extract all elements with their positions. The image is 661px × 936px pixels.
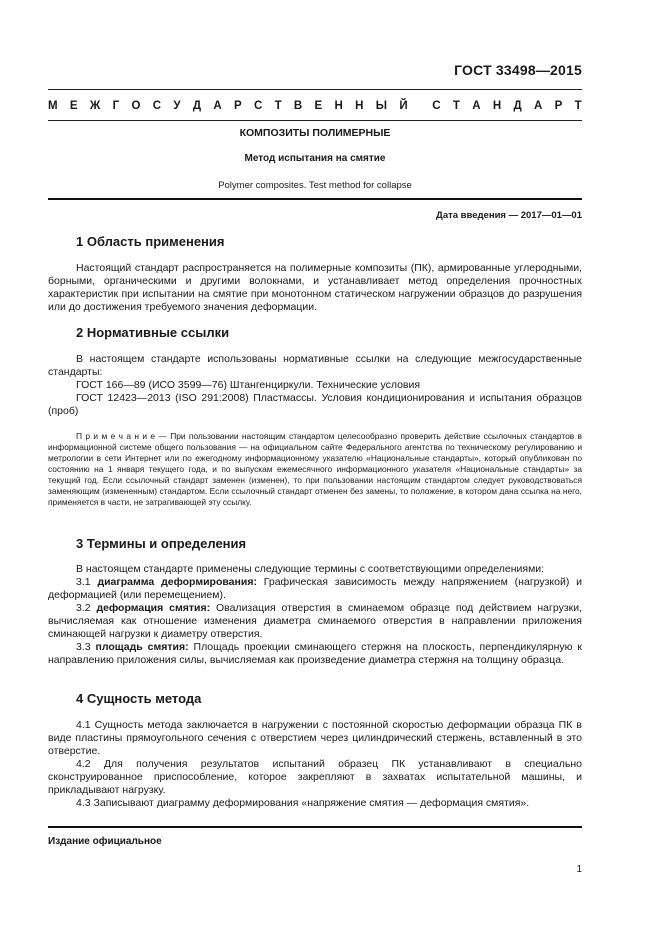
- banner-letter: Ы: [375, 100, 388, 112]
- page-number: 1: [576, 864, 582, 875]
- section-3-heading: 3 Термины и определения: [76, 536, 247, 551]
- term-3-1: [48, 576, 582, 602]
- introduction-date: Дата введения — 2017—01—01: [436, 210, 582, 221]
- clause-4-2: 4.2 Для получения результатов испытаний образец ПК устанавливают в специально сконструированное приспособление, которое закрепляют в захватах испытательной машины, и прикладывают нагрузку.: [48, 758, 582, 796]
- term-definition: Площадь проекции сминающего стержня на плоскость, перпендикулярную к направлению приложения силы, вычисляемая как произведение диаметра стержня на толщину образца.: [48, 641, 583, 666]
- banner-letter: Р: [554, 100, 563, 112]
- banner-letter: О: [131, 100, 141, 112]
- term-definition: Овализация отверстия в сминаемом образце под действием нагрузки, вычисляемая как отношение изменения диаметра сминаемого отверстия в направлении приложения сминающей нагрузки к диаметру отверстия.: [48, 602, 583, 640]
- banner-letter: Т: [452, 100, 460, 112]
- banner-letter: Д: [513, 100, 522, 112]
- banner-letter: Д: [192, 100, 202, 112]
- section-1-heading: 1 Область применения: [76, 234, 225, 249]
- interstate-standard-banner: [48, 100, 582, 112]
- banner-letter: Р: [233, 100, 242, 112]
- document-title: КОМПОЗИТЫ ПОЛИМЕРНЫЕ: [239, 127, 391, 139]
- reference-gost-12423: ГОСТ 12423—2013 (ISO 291:2008) Пластмассы. Условия кондиционирования и испытания образцов (проб): [48, 392, 582, 417]
- term-name: площадь смятия:: [95, 641, 189, 653]
- note-label: П р и м е ч а н и е —: [76, 431, 167, 441]
- banner-letter: Т: [574, 100, 582, 112]
- banner-letter: Ж: [89, 100, 101, 112]
- term-definition: Графическая зависимость между напряжением (нагрузкой) и деформацией (или перемещением).: [48, 576, 583, 601]
- header-rule: [48, 89, 582, 90]
- term-3-3: [48, 641, 582, 667]
- banner-rule: [48, 120, 582, 121]
- official-edition-label: Издание официальное: [48, 836, 162, 847]
- banner-letter: Г: [112, 100, 120, 112]
- section-1-text: Настоящий стандарт распространяется на полимерные композиты (ПК), армированные углеродными, борными, органическими и другими волокнами, и устанавливает метод определения прочностных характеристик при испытании на смятие при монотонном статическом нагружении образцов до разрушения или до достижения требуемого значения деформации.: [48, 262, 582, 313]
- banner-letter: Т: [274, 100, 282, 112]
- term-name: деформация смятия:: [96, 602, 211, 614]
- banner-letter: М: [48, 100, 58, 112]
- banner-letter: У: [173, 100, 181, 112]
- term-name: диаграмма деформирования:: [97, 576, 257, 588]
- section-2-intro: В настоящем стандарте использованы нормативные ссылки на следующие межгосударственные стандарты:: [48, 353, 582, 378]
- banner-letter: А: [472, 100, 481, 112]
- section-4-heading: 4 Сущность метода: [76, 691, 202, 706]
- banner-letter: С: [152, 100, 162, 112]
- english-title: Polymer composites. Test method for collapse: [218, 180, 412, 191]
- banner-letter: Е: [314, 100, 323, 112]
- banner-letter: Й: [399, 100, 408, 112]
- term-number: 3.3: [76, 641, 91, 653]
- banner-letter: С: [432, 100, 441, 112]
- banner-letter: А: [213, 100, 222, 112]
- method-title: Метод испытания на смятие: [244, 153, 386, 164]
- title-rule: [48, 198, 582, 200]
- term-3-2: [48, 602, 582, 641]
- clause-4-1: 4.1 Сущность метода заключается в нагружении с постоянной скоростью деформации образца ПК в виде пластины прямоугольного сечения с отверстием через цилиндрический стержень, вставленный в это отверстие.: [48, 719, 582, 757]
- banner-letter: Н: [355, 100, 364, 112]
- banner-letter: Н: [334, 100, 343, 112]
- banner-letter: А: [533, 100, 543, 112]
- term-number: 3.2: [76, 602, 91, 614]
- term-number: 3.1: [76, 576, 91, 588]
- standard-number: ГОСТ 33498—2015: [454, 62, 582, 78]
- banner-letter: В: [293, 100, 303, 112]
- section-3-intro: В настоящем стандарте применены следующие термины с соответствующими определениями:: [76, 563, 545, 575]
- footer-rule: [48, 826, 582, 828]
- section-2-heading: 2 Нормативные ссылки: [76, 325, 230, 340]
- reference-gost-166: ГОСТ 166—89 (ИСО 3599—76) Штангенциркули. Технические условия: [76, 379, 421, 391]
- banner-letter: Н: [492, 100, 502, 112]
- clause-4-3: 4.3 Записывают диаграмму деформирования «напряжение смятия — деформация смятия».: [76, 797, 530, 809]
- section-2-note: [48, 431, 582, 508]
- banner-letter: Е: [69, 100, 78, 112]
- banner-letter: С: [253, 100, 263, 112]
- note-text: При пользовании настоящим стандартом целесообразно проверить действие ссылочных стандартов в информационной системе общего пользования — на официальном сайте Федерального агентства по техническому регулированию и метрологии в сети Интернет или по ежегодному информационному указателю «Национальные стандарты», который опубликован по состоянию на 1 января текущего года, и по выпускам ежемесячного информационного указателя «Национальные стандарты» за текущий год. Если ссылочный стандарт заменен (изменен), то при пользовании настоящим стандартом следует руководствоваться заменяющим (измененным) стандартом. Если ссылочный стандарт отменен без замены, то положение, в котором дана ссылка на него, применяется в части, не затрагивающей эту ссылку.: [48, 431, 582, 507]
